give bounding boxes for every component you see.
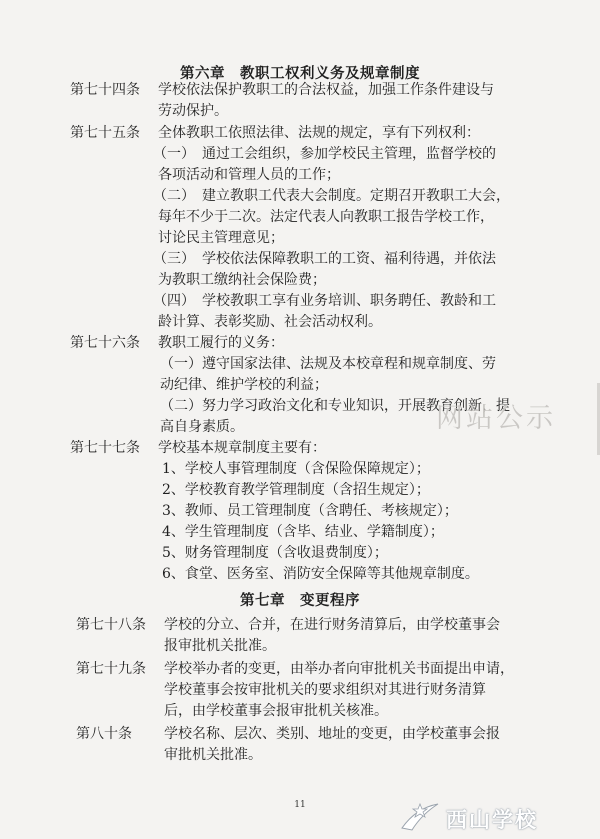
article-text-line: 为教职工缴纳社会保险费； [158,272,326,288]
article-text-line: 学校的分立、合并，在进行财务清算后，由学校董事会 [164,617,500,633]
article-text-line: 学校举办者的变更，由举办者向审批机关书面提出申请， [164,661,514,677]
page-number: 11 [294,800,306,810]
article-number: 第七十七条 [70,440,140,456]
rule-list-item: 3、教师、员工管理制度（含聘任、考核规定）； [162,503,458,519]
article-text-line: 学校依法保护教职工的合法权益，加强工作条件建设与 [158,82,494,98]
article-number: 第七十八条 [76,617,146,633]
article-text-line: 后，由学校董事会报审批机关核准。 [164,703,388,719]
article-text-line: 教职工履行的义务： [158,335,284,351]
article-text-line: 每年不少于二次。法定代表人向教职工报告学校工作， [158,209,494,225]
article-text-line: 龄计算、表彰奖励、社会活动权利。 [158,314,382,330]
article-text-line: 劳动保护。 [158,103,228,119]
article-text-line: 学校名称、层次、类别、地址的变更，由学校董事会报 [164,726,500,742]
watermark-stamp: 网站公示 [436,403,556,434]
article-number: 第七十六条 [70,335,140,351]
article-text-line: （三） 学校依法保障教职工的工资、福利待遇，并依法 [153,251,496,267]
article-text-line: （四） 学校教职工享有业务培训、职务聘任、教龄和工 [153,293,496,309]
article-number: 第七十五条 [70,125,140,141]
article-text-line: 全体教职工依照法律、法规的规定，享有下列权利： [158,125,480,141]
article-number: 第七十四条 [70,82,140,98]
star-swoosh-icon [398,800,442,834]
article-text-line: 各项活动和管理人员的工作； [158,167,340,183]
article-text-line: 讨论民主管理意见； [158,230,284,246]
article-text-line: 动纪律、维护学校的利益； [160,377,328,393]
article-text-line: （二） 建立教职工代表大会制度。定期召开教职工大会， [153,188,510,204]
article-text-line: （一）遵守国家法律、法规及本校章程和规章制度、劳 [160,356,496,372]
rule-list-item: 5、财务管理制度（含收退费制度）； [162,545,388,561]
rule-list-item: 2、学校教育教学管理制度（含招生规定）； [162,482,430,498]
logo-text: 西山学校 [446,808,538,832]
chapter-6-title: 第六章 教职工权利义务及规章制度 [180,65,420,82]
article-text-line: 审批机关批准。 [164,747,262,763]
school-logo [398,800,593,836]
rule-list-item: 6、食堂、医务室、消防安全保障等其他规章制度。 [162,566,479,582]
article-text-line: 学校基本规章制度主要有： [158,440,326,456]
article-number: 第七十九条 [76,661,146,677]
article-text-line: 报审批机关批准。 [164,638,276,654]
article-number: 第八十条 [76,726,132,742]
chapter-7-title: 第七章 变更程序 [240,592,360,609]
rule-list-item: 1、学校人事管理制度（含保险保障规定）； [162,461,430,477]
article-text-line: 高自身素质。 [160,419,244,435]
article-text-line: （一） 通过工会组织，参加学校民主管理，监督学校的 [153,146,496,162]
rule-list-item: 4、学生管理制度（含毕、结业、学籍制度）； [162,524,444,540]
article-text-line: （二）努力学习政治文化和专业知识，开展教育创新，提 [160,398,510,414]
article-text-line: 学校董事会按审批机关的要求组织对其进行财务清算 [164,682,486,698]
